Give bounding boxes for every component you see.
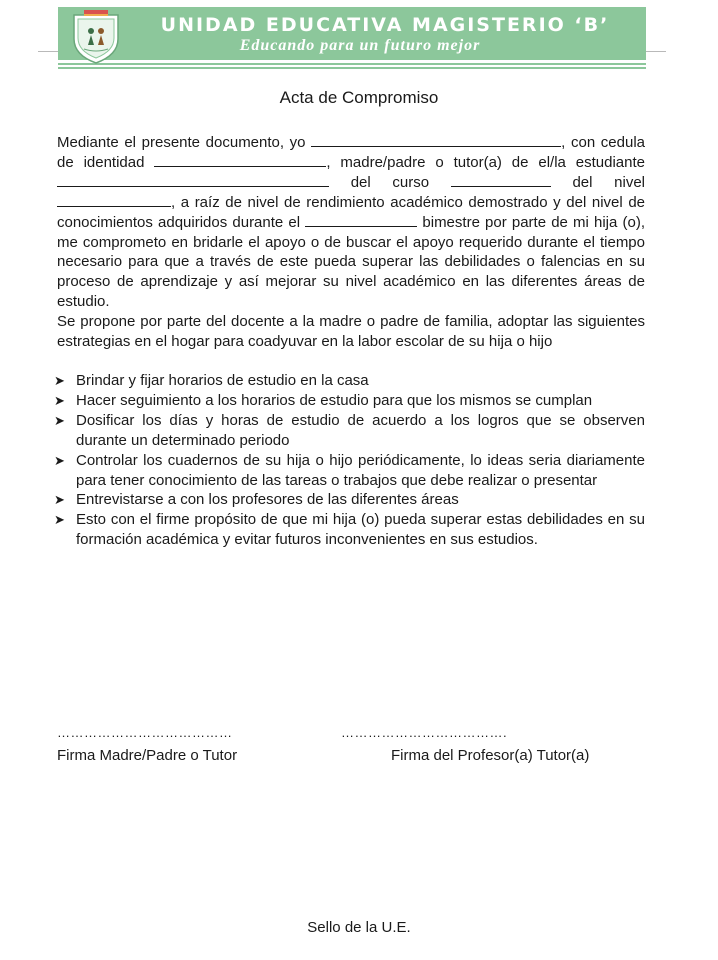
list-item-text: Entrevistarse a con los profesores de las diferentes áreas	[76, 491, 459, 509]
document-title: Acta de Compromiso	[279, 88, 439, 107]
paragraph-text: del curso	[350, 173, 430, 191]
course-blank	[451, 174, 551, 187]
list-item-text: Brindar y fijar horarios de estudio en la casa	[76, 371, 369, 389]
header-stripe	[58, 63, 646, 65]
paragraph-text: , a raíz de nivel de rendimiento académico demostrado y del nivel de conocimientos adquiridos durante el	[57, 193, 645, 231]
arrow-bullet-icon: ➤	[54, 392, 65, 408]
strategies-list	[54, 371, 645, 550]
strategies-intro: Se propone por parte del docente a la madre o padre de familia, adoptar las siguientes estrategias en el hogar para coadyuvar en la labor escolar de su hija o hijo	[57, 313, 645, 351]
document-body	[54, 133, 645, 550]
student-name-blank	[57, 174, 329, 187]
list-item	[54, 411, 645, 451]
teacher-signature-label: Firma del Profesor(a) Tutor(a)	[391, 747, 590, 764]
list-item-text: Esto con el firme propósito de que mi hija (o) pueda superar estas debilidades en su formación académica y evitar futuros inconvenientes en sus estudios.	[76, 511, 645, 549]
arrow-bullet-icon: ➤	[54, 412, 65, 428]
arrow-bullet-icon: ➤	[54, 372, 65, 388]
header-stripe	[58, 67, 646, 69]
school-name: UNIDAD EDUCATIVA MAGISTERIO ‘B’	[160, 14, 610, 36]
list-item	[54, 391, 645, 411]
id-number-blank	[154, 154, 326, 167]
parent-signature-label: Firma Madre/Padre o Tutor	[57, 747, 238, 764]
list-item-text: Controlar los cuadernos de su hija o hijo periódicamente, lo ideas seria diariamente para tener conocimiento de las tareas o trabajos que debe realizar o presentar	[76, 451, 645, 489]
list-item-text: Hacer seguimiento a los horarios de estudio para que los mismos se cumplan	[76, 391, 593, 409]
school-motto: Educando para un futuro mejor	[239, 37, 481, 54]
arrow-bullet-icon: ➤	[54, 452, 65, 468]
paragraph-text: del nivel	[572, 173, 645, 191]
bimester-blank	[305, 214, 417, 227]
level-blank	[57, 194, 171, 207]
arrow-bullet-icon: ➤	[54, 492, 65, 508]
list-item	[54, 451, 645, 491]
school-crest-icon	[70, 9, 122, 65]
paragraph-text: , madre/padre o tutor(a) de el/la estudiante	[326, 153, 645, 171]
list-item-text: Dosificar los días y horas de estudio de acuerdo a los logros que se observen durante un determinado periodo	[76, 411, 645, 449]
list-item	[54, 510, 645, 550]
commitment-paragraph	[57, 133, 645, 312]
paragraph-text: Mediante el presente documento, yo	[57, 134, 306, 151]
list-item	[54, 490, 645, 510]
paragraph-text: bimestre por parte de mi hija (o), me comprometo en bridarle el apoyo o de buscar el apoyo requerido durante el tiempo necesario para que a través de este pueda superar las debilidades o falencias en su proceso de aprendizaje y así mejorar su nivel académico en las diferentes áreas de estudio.	[57, 213, 645, 311]
teacher-signature-line: ……………………………….	[341, 725, 508, 740]
school-seal-label: Sello de la U.E.	[307, 919, 411, 936]
paragraph-text: , con cedula de identidad	[57, 134, 645, 171]
parent-signature-line: …………………………………	[57, 725, 233, 740]
name-blank	[311, 134, 561, 147]
arrow-bullet-icon: ➤	[54, 512, 65, 528]
list-item	[54, 371, 645, 391]
